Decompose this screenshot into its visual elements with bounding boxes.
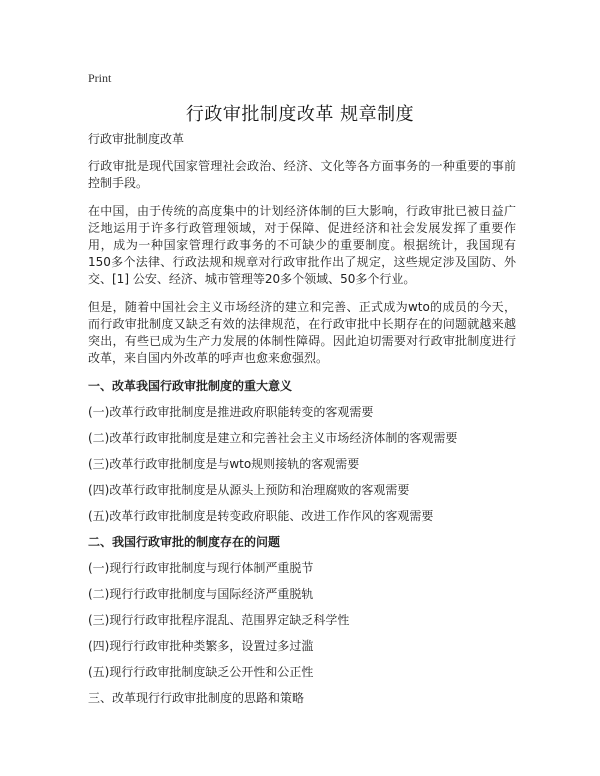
- list-item: (五)改革行政审批制度是转变政府职能、改进工作作风的客观需要: [88, 509, 434, 523]
- section-heading: 二、我国行政审批的制度存在的问题: [88, 535, 281, 549]
- paragraph: 但是，随着中国社会主义市场经济的建立和完善、正式成为wto的成员的今天，而行政审批制度又缺乏有效的法律规范，在行政审批中长期存在的问题就越来越突出，有些已成为生产力发展的体制性障碍。因此迫切需要对行政审批制度进行改革，来自国内外改革的呼声也愈来愈强烈。: [88, 300, 516, 365]
- list-item: (一)改革行政审批制度是推进政府职能转变的客观需要: [88, 405, 374, 419]
- paragraph: 在中国，由于传统的高度集中的计划经济体制的巨大影响，行政审批已被日益广泛地运用于许多行政管理领域，对于保障、促进经济和社会发展发挥了重要作用，成为一种国家管理行政事务的不可缺少的重要制度。根据统计，我国现有150多个法律、行政法规和规章对行政审批作出了规定，这些规定涉及国防、外交、[1] 公安、经济、城市管理等20多个领域、50多个行业。: [88, 204, 516, 286]
- list-item: (二)改革行政审批制度是建立和完善社会主义市场经济体制的客观需要: [88, 431, 458, 445]
- list-item: (四)改革行政审批制度是从源头上预防和治理腐败的客观需要: [88, 483, 410, 497]
- section-heading: 一、改革我国行政审批制度的重大意义: [88, 379, 293, 393]
- list-item: (一)现行行政审批制度与现行体制严重脱节: [88, 561, 314, 575]
- list-item: (五)现行行政审批制度缺乏公开性和公正性: [88, 665, 314, 679]
- document-title: 行政审批制度改革 规章制度: [185, 104, 415, 125]
- document-body: [88, 130, 516, 716]
- section-heading: 三、改革现行行政审批制度的思路和策略: [88, 691, 305, 705]
- list-item: (二)现行行政审批制度与国际经济严重脱轨: [88, 587, 314, 601]
- print-link[interactable]: Print: [88, 71, 112, 85]
- paragraph: 行政审批是现代国家管理社会政治、经济、文化等各方面事务的一种重要的事前控制手段。: [88, 159, 516, 190]
- list-item: (四)现行行政审批种类繁多，设置过多过滥: [88, 639, 314, 653]
- list-item: (三)现行行政审批程序混乱、范围界定缺乏科学性: [88, 613, 350, 627]
- list-item: (三)改革行政审批制度是与wto规则接轨的客观需要: [88, 457, 360, 471]
- document-subtitle: 行政审批制度改革: [88, 132, 185, 146]
